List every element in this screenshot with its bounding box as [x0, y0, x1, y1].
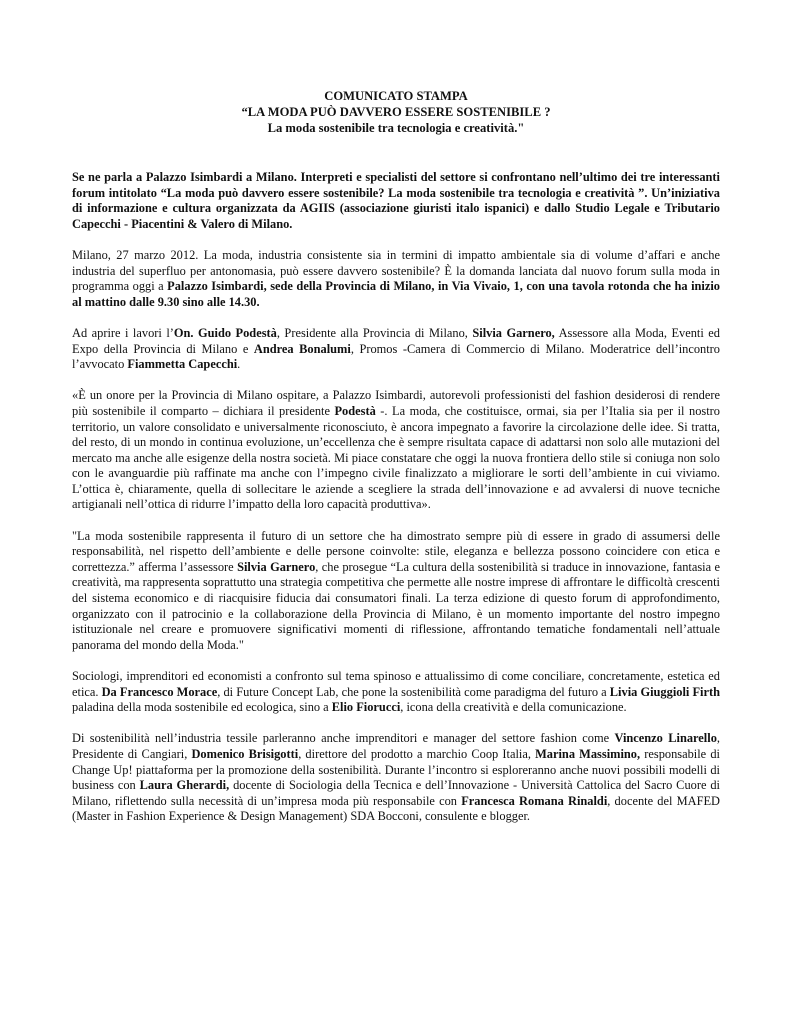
text-run: paladina della moda sostenibile ed ecologica, sino a: [72, 700, 332, 715]
name-rinaldi: Francesca Romana Rinaldi: [461, 793, 608, 808]
text-run: , che prosegue “La cultura della sostenibilità si traduce in innovazione, fantasia e creatività, ma rappresenta soprattutto una strategia competitiva che permette alle nostre imprese di affrontare le difficoltà crescenti del sistema economico e di riacquisire fiducia dai consumatori finali. La terza edizione di questo forum di approfondimento, organizzato con il patrocinio e la collaborazione della Provincia di Milano, è un momento importante del nostro impegno istituzionale nel creare e promuovere significativi momenti di riflessione, affrontando tematiche fondamentali nell’attuale panorama del mondo della Moda.": [72, 559, 720, 652]
text-run: , Promos -Camera di Commercio di Milano. Moderatrice dell’incontro l’avvocato: [72, 341, 720, 372]
paragraph-speakers-opening: [72, 326, 720, 373]
name-podesta-quote: Podestà: [334, 403, 376, 418]
paragraph-garnero-quote: [72, 529, 720, 654]
text-run: "La moda sostenibile rappresenta il futuro di un settore che ha dimostrato sempre più di essere in grado di assumersi delle responsabilità, nel rispetto dell’ambiente e delle persone coinvolte: stile, eleganza e bellezza possono coincidere con etica e correttezza.” afferma l’assessore: [72, 528, 720, 574]
text-run: , Presidente alla Provincia di Milano,: [276, 325, 473, 340]
name-garnero: Silvia Garnero,: [472, 325, 555, 340]
text-run: , Presidente di Cangiari,: [72, 731, 720, 761]
text-run: , docente del MAFED (Master in Fashion Experience & Design Management) SDA Bocconi, consulente e blogger.: [72, 793, 720, 824]
paragraph-managers: [72, 731, 720, 825]
text-run: .: [237, 357, 241, 372]
name-morace: Da Francesco Morace: [101, 684, 218, 699]
text-run: Milano, 27 marzo 2012. La moda, industria consistente sia in termini di impatto ambientale sia di volume d’affari e anche industria del superfluo per antonomasia, può essere davvero sostenibile? È la domanda lanciata dal nuovo forum sulla moda in programma oggi a: [72, 247, 720, 294]
name-gherardi: Laura Gherardi,: [139, 778, 230, 793]
text-run: -. La moda, che costituisce, ormai, sia per l’Italia sia per il nostro territorio, un valore consolidato e universalmente riconosciuto, è ancora impegnato a favorire la circolazione delle idee. Si tratta, del resto, di un mondo in continua evoluzione, un’eccellenza che è sempre risultata capace di adattarsi non solo alle mutazioni del mercato ma anche alle esigenze della nostra società. Mi piace constatare che oggi la nuova frontiera dello stile si coniuga non solo con le avanguardie più raffinate ma anche con l’impegno civile finalizzato a migliorare le sorti dell’ambiente in cui viviamo. L’ottica è, chiaramente, quella di sollecitare le aziende a scegliere la strada dell’innovazione e ad avvalersi di nuove tecniche artigianali nell’ottica di ridurre l’impatto della loro capacità produttiva».: [72, 403, 720, 512]
header-label: COMUNICATO STAMPA: [324, 89, 468, 103]
lead-paragraph: Se ne parla a Palazzo Isimbardi a Milano. Interpreti e specialisti del settore si confrontano nell’ultimo dei tre interessanti forum intitolato “La moda può davvero essere sostenibile? La moda sostenibile tra tecnologia e creatività ”. Un’iniziativa di informazione e cultura organizzata da AGIIS (associazione giuristi italo ispanici) e dallo Studio Legale e Tributario Capecchi - Piacentini & Valero di Milano.: [72, 170, 720, 231]
text-run: Sociologi, imprenditori ed economisti a confronto sul tema spinoso e attualissimo di come conciliare, concretamente, estetica ed etica.: [72, 669, 720, 699]
header-subtitle: La moda sostenibile tra tecnologia e creatività.": [267, 121, 525, 135]
text-run: responsabile di Change Up! piattaforma per la promozione della sostenibilità. Durante l’incontro si esploreranno anche nuovi possibili modelli di business con: [72, 746, 720, 793]
text-run: Ad aprire i lavori l’: [72, 325, 174, 340]
document-header: [72, 88, 720, 136]
name-podesta: On. Guido Podestà: [173, 325, 277, 340]
press-release-page: [72, 88, 720, 841]
paragraph-event-details: [72, 248, 720, 310]
text-run: , icona della creatività e della comunicazione.: [400, 700, 627, 715]
header-title: “LA MODA PUÒ DAVVERO ESSERE SOSTENIBILE ?: [241, 105, 551, 119]
name-garnero-quote: Silvia Garnero: [237, 559, 316, 574]
name-firth: Livia Giuggioli Firth: [609, 684, 720, 699]
name-capecchi: Fiammetta Capecchi: [127, 357, 238, 372]
text-run: Assessore alla Moda, Eventi ed Expo della Provincia di Milano e: [72, 325, 720, 356]
text-run: , di Future Concept Lab, che pone la sostenibilità come paradigma del futuro a: [217, 684, 610, 699]
name-fiorucci: Elio Fiorucci: [331, 700, 401, 715]
paragraph-experts: [72, 669, 720, 716]
venue-bold: Palazzo Isimbardi, sede della Provincia di Milano, in Via Vivaio, 1, con una tavola rotonda che ha inizio al mattino dalle 9.30 sino alle 14.30.: [72, 279, 720, 309]
text-run: , direttore del prodotto a marchio Coop Italia,: [298, 746, 536, 761]
name-bonalumi: Andrea Bonalumi: [253, 341, 351, 356]
name-massimino: Marina Massimino,: [535, 746, 641, 761]
name-linarello: Vincenzo Linarello: [614, 731, 717, 746]
text-run: Di sostenibilità nell’industria tessile parleranno anche imprenditori e manager del settore fashion come: [72, 731, 615, 746]
text-run: docente di Sociologia della Tecnica e dell’Innovazione - Università Cattolica del Sacro Cuore di Milano, riflettendo sulla necessità di un’impresa moda più responsabile con: [72, 778, 720, 808]
name-brisigotti: Domenico Brisigotti: [191, 746, 299, 761]
paragraph-podesta-quote: [72, 388, 720, 513]
text-run: «È un onore per la Provincia di Milano ospitare, a Palazzo Isimbardi, autorevoli professionisti del fashion desiderosi di rendere più sostenibile il comparto – dichiara il presidente: [72, 388, 720, 418]
